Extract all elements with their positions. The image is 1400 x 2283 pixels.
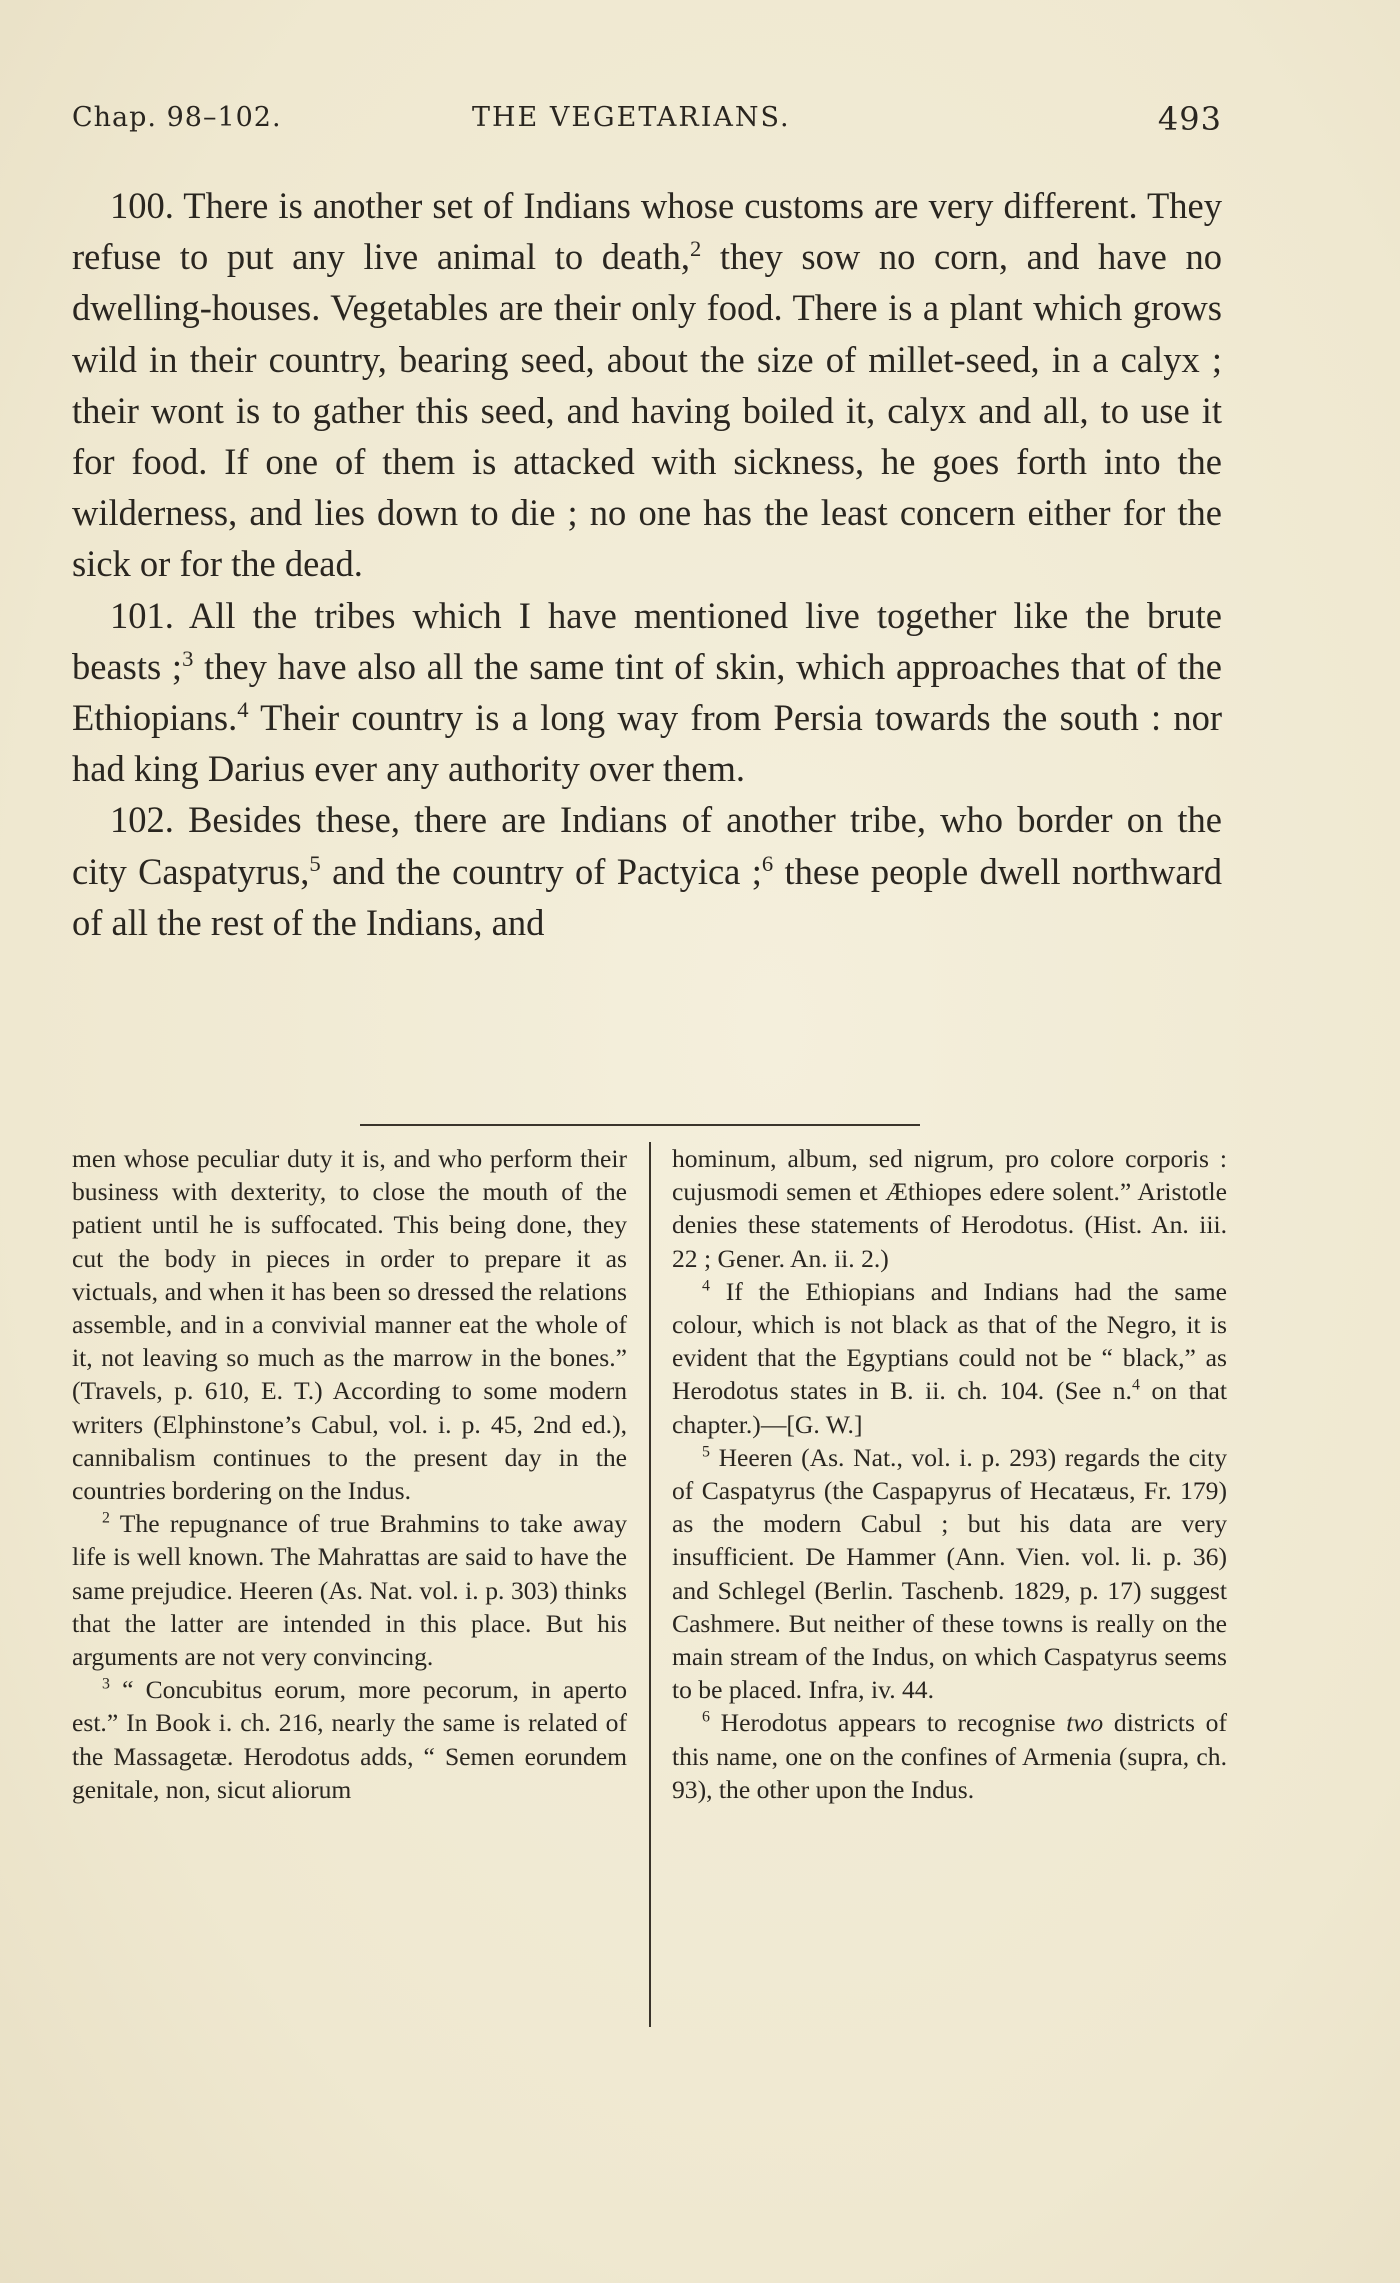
footnote-ref-3[interactable]: 3 (182, 645, 194, 671)
footnote-3: $^3$ “ Concubitus eorum, more pecorum, in aperto est.” In Book i. ch. 216, nearly the same is related of the Massagetæ. Herodotus adds, “ Semen eorundem genitale, non, sicut aliorum (72, 1675, 627, 1804)
footnote-4: $^4$ If the Ethiopians and Indians had the same colour, which is not black as that of the Negro, it is evident that the Egyptians could not be “ black,” as Herodotus states in B. ii. ch. 104. (See n.$^4$ on that chapter.)—[G. W.] (672, 1276, 1227, 1439)
page-number: 493 (1157, 100, 1222, 138)
footnote-ref-6[interactable]: 6 (761, 850, 774, 876)
footnote-continued: men whose peculiar duty it is, and who perform their business with dexterity, to close the mouth of the patient until he is suffocated. This being done, they cut the body in pieces in order to prepare it as victuals, and when it has been so dressed the relations assemble, and in a convivial manner eat the whole of it, not leaving so much as the marrow in the bones.” (Travels, p. 610, E. T.) According to some modern writers (Elphinstone’s Cabul, vol. i. p. 45, 2nd ed.), cannibalism continues to the present day in the countries bordering on the Indus. (72, 1144, 627, 1506)
footnotes-right-column (672, 1142, 1227, 1806)
footnote-2: $^2$ The repugnance of true Brahmins to take away life is well known. The Mahrattas are said to have the same prejudice. Heeren (As. Nat. vol. i. p. 303) thinks that the latter are intended in this place. But his arguments are not very convincing. (72, 1509, 627, 1672)
chapter-range: Chap. 98–102. (72, 102, 282, 133)
running-head (72, 96, 1222, 140)
footnote-3-continued: hominum, album, sed nigrum, pro colore corporis : cujusmodi semen et Æthiopes edere solent.” Aristotle denies these statements of Herodotus. (Hist. An. iii. 22 ; Gener. An. ii. 2.) (672, 1144, 1227, 1273)
footnote-separator (360, 1124, 920, 1126)
footnote-5: $^5$ Heeren (As. Nat., vol. i. p. 293) regards the city of Caspatyrus (the Caspapyrus of Hecatæus, Fr. 179) as the modern Cabul ; but his data are very insufficient. De Hammer (Ann. Vien. vol. li. p. 36) and Schlegel (Berlin. Taschenb. 1829, p. 17) suggest Cashmere. But neither of these towns is really on the main stream of the Indus, on which Caspatyrus seems to be placed. Infra, iv. 44. (672, 1442, 1227, 1705)
footnotes (72, 1142, 1227, 2062)
paragraph-101: 101. All the tribes which I have mentioned live together like the brute beasts ;$^3$ they have also all the same tint of skin, which approaches that of the Ethiopians.$^4$ Their country is a long way from Persia towards the south : nor had king Darius ever any authority over them. (72, 594, 1223, 790)
footnotes-left-column (72, 1142, 627, 1806)
paragraph-102: 102. Besides these, there are Indians of another tribe, who border on the city Caspatyrus,$^5$ and the country of Pactyica ;$^6$ these people dwell northward of all the rest of the Indians, and (72, 799, 1222, 943)
paragraph-100: 100. There is another set of Indians whose customs are very different. They refuse to put any live animal to death,$^2$ they sow no corn, and have no dwelling-houses. Vegetables are their only food. There is a plant which grows wild in their country, bearing seed, about the size of millet-seed, in a calyx ; their wont is to gather this seed, and having boiled it, calyx and all, to use it for food. If one of them is attacked with sickness, he goes forth into the wilderness, and lies down to die ; no one has the least concern either for the sick or for the dead. (72, 185, 1222, 585)
column-divider (649, 1142, 651, 2027)
running-title: THE VEGETARIANS. (472, 102, 791, 133)
footnote-ref-2[interactable]: 2 (689, 236, 702, 262)
footnote-ref-4[interactable]: 4 (237, 696, 249, 722)
footnote-6: $^6$ Herodotus appears to recognise two districts of this name, one on the confines of Armenia (supra, ch. 93), the other upon the Indus. (672, 1708, 1227, 1804)
footnote-ref-5[interactable]: 5 (309, 850, 321, 876)
main-text (72, 180, 1222, 948)
